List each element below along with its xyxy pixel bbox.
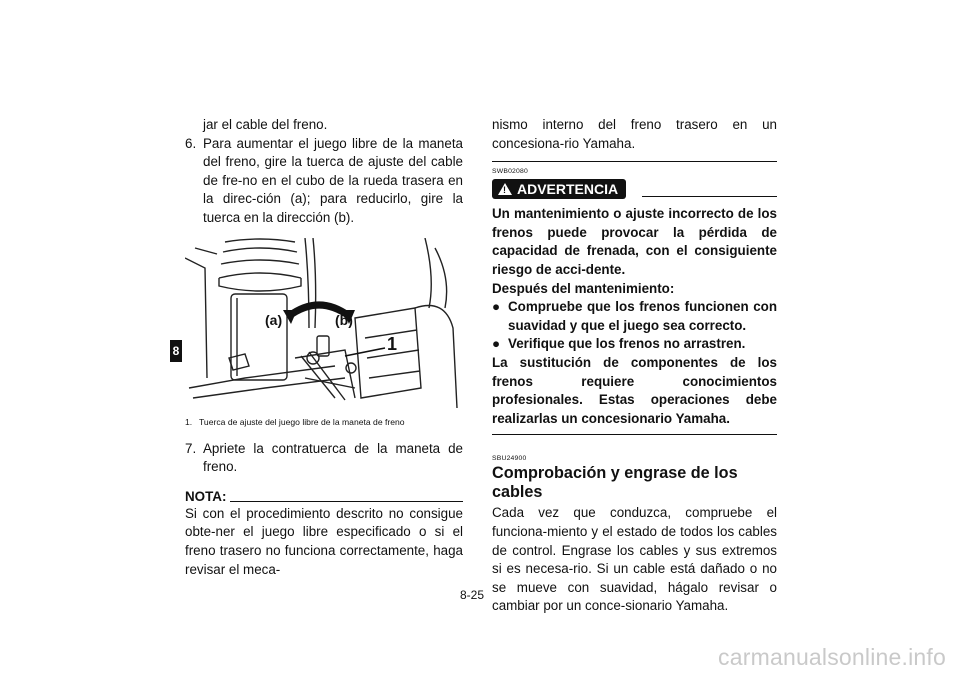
warning-text-3: La sustitución de componentes de los frenos requiere conocimientos profesionales. Estas operaciones debe realizarlas un concesionario Yamaha. — [492, 354, 777, 426]
nota-header — [185, 489, 463, 505]
section-title: Comprobación y engrase de los cables — [492, 464, 738, 502]
figure-label-b: (b) — [335, 311, 353, 328]
brake-adjust-illustration — [185, 238, 463, 408]
warning-header — [492, 179, 777, 199]
figure-caption — [185, 416, 463, 428]
right-continuation: nismo interno del freno trasero en un concesiona-rio Yamaha. — [492, 117, 777, 151]
warning-text-1: Un mantenimiento o ajuste incorrecto de los frenos puede provocar la pérdida de capacidad de frenada, con el consiguiente riesgo de acci-dente. — [492, 206, 777, 277]
warning-bullet-1 — [492, 298, 777, 335]
warning-top-rule — [492, 161, 777, 162]
right-column — [492, 116, 777, 616]
bullet-icon: ● — [492, 336, 501, 352]
warning-badge — [492, 179, 626, 199]
section-tab: 8 — [170, 340, 182, 362]
nota-rule — [230, 501, 463, 502]
bullet-2-text: Verifique que los frenos no arrastren. — [508, 336, 746, 352]
left-column — [185, 116, 463, 579]
warning-text-2: Después del mantenimiento: — [492, 280, 675, 296]
step-6-text: Para aumentar el juego libre de la maneta del freno, gire la tuerca de ajuste del cable de fre-no en el cubo de la rueda trasera en la direc-ción (a); para reducirlo, gire la tuerca en la dirección (b). — [203, 135, 463, 225]
figure-label-a: (a) — [265, 311, 283, 328]
caption-text: Tuerca de ajuste del juego libre de la maneta de freno — [199, 416, 405, 427]
watermark: carmanualsonline.info — [718, 644, 946, 670]
warning-label: ADVERTENCIA — [517, 181, 619, 198]
section-text: Cada vez que conduzca, compruebe el funciona-miento y el estado de todos los cables de control. Engrase los cables y sus extremos si es necesa-rio. Si un cable está dañado o no se mueve con suavidad, hágalo revisar o cambiar por un conce-sionario Yamaha. — [492, 505, 777, 614]
caption-number: 1. — [185, 416, 193, 427]
section-code: SBU24900 — [492, 455, 527, 463]
nota-label: NOTA: — [185, 488, 227, 504]
step-7-text: Apriete la contratuerca de la maneta de freno. — [203, 440, 463, 475]
step-7-number: 7. — [185, 440, 197, 456]
warning-triangle-icon: ! — [498, 183, 512, 195]
step-6 — [185, 135, 463, 228]
bullet-1-text: Compruebe que los frenos funcionen con suavidad y que el juego sea correcto. — [508, 299, 777, 333]
brake-adjust-figure — [185, 238, 463, 408]
warning-header-rule — [642, 196, 777, 197]
bullet-icon: ● — [492, 299, 501, 315]
nota-text: Si con el procedimiento descrito no consigue obte-ner el juego libre especificado o si el freno trasero no funciona correctamente, haga revisar el meca- — [185, 505, 463, 577]
page-number: 8-25 — [460, 588, 485, 602]
warning-bullet-2 — [492, 335, 777, 354]
warning-bottom-rule — [492, 434, 777, 435]
warning-code: SWB02080 — [492, 168, 528, 176]
left-continuation: jar el cable del freno. — [203, 117, 328, 132]
step-6-number: 6. — [185, 135, 197, 151]
step-7 — [185, 440, 463, 477]
figure-label-1: 1 — [387, 333, 398, 354]
